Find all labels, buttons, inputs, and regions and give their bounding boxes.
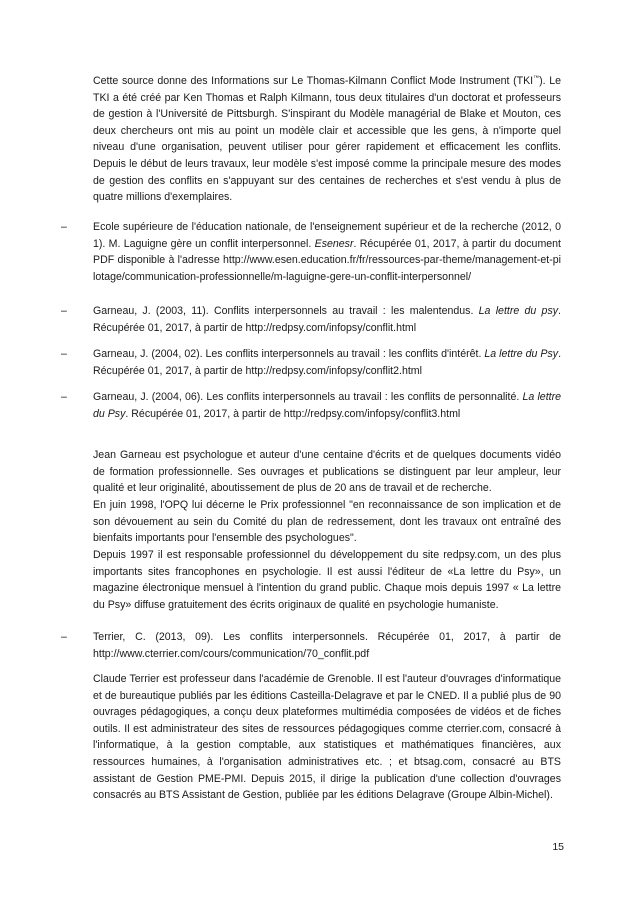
reference-source-title: La lettre du Psy [484,348,559,360]
reference-garneau-2004-02 [93,346,561,379]
reference-text: Garneau, J. (2004, 02). Les conflits interpersonnels au travail : les conflits d'intérêt. [93,348,485,360]
bullet-marker: – [61,391,67,403]
reference-retrieval: . Récupérée 01, 2017, à partir de http://redpsy.com/infopsy/conflit2.html [93,348,562,377]
reference-retrieval: . Récupérée 01, 2017, à partir de http://redpsy.com/infopsy/conflit3.html [125,407,461,420]
reference-source-title: La lettre du psy [478,305,559,317]
garneau-bio-paragraph-3: Depuis 1997 il est responsable professionnel du développement du site redpsy.com, un des plus importants sites francophones en psychologie. Il est aussi l'éditeur de «La lettre du Psy», un magazine électronique mensuel à l'intention du grand public. Chaque mois depuis 1997 « La lettre du Psy» diffuse gratuitement des écrits originaux de qualité en psychologie humaniste. [93,549,561,611]
reference-text: Terrier, C. (2013, 09). Les conflits interpersonnels. Récupérée 01, 2017, à partir de http://www.cterrier.com/cours/communication/70_conflit.pdf [93,631,561,660]
reference-text: Garneau, J. (2003, 11). Conflits interpersonnels au travail : les malentendus. [93,305,479,317]
reference-source-title: Esenesr [314,237,354,250]
reference-terrier-2013 [93,629,561,662]
reference-retrieval: . Récupérée 01, 2017, à partir du document PDF disponible à l'adresse http://www.esen.education.fr/fr/ressources-par-theme/management-et-pilotage/communication-professionnelle/m-laguigne-gere-un-conflit-interpersonnel/ [93,237,561,283]
reference-text: Ecole supérieure de l'éducation nationale, de l'enseignement supérieur et de la recherche (2012, 01). M. Laguigne gère un conflit interpersonnel. [93,221,561,250]
terrier-bio-paragraph: Claude Terrier est professeur dans l'académie de Grenoble. Il est l'auteur d'ouvrages d'informatique et de bureautique publiés par les éditions Casteilla-Delagrave et par le CNED. Il a publié plus de 90 ouvrages pédagogiques, a conçu deux plateformes multimédia composées de vidéos et de fiches outils. Il est administrateur des sites de ressources pédagogiques comme cterrier.com, consacré à l'informatique, à la gestion comptable, aux statistiques et mathématiques financières, aux ressources humaines, à l'organisation administratives etc. ; et btsag.com, consacré au BTS assistant de Gestion PME-PMI. Depuis 2015, il dirige la publication d'une collection d'ouvrages consacrés au BTS Assistant de Gestion, publiée par les éditions Delagrave (Groupe Albin-Michel). [93,673,561,802]
reference-retrieval: . Récupérée 01, 2017, à partir de http://redpsy.com/infopsy/conflit.html [93,305,561,334]
tki-paragraph [93,73,561,206]
garneau-bio-paragraph-2: En juin 1998, l'OPQ lui décerne le Prix professionnel "en reconnaissance de son implication et de son dévouement au sein du Comité du plan de redressement, dont les travaux ont entraîné des bienfaits importants pour l'ensemble des psychologues". [93,499,561,545]
reference-esenesr [93,219,561,285]
reference-source-title: La lettre du Psy [93,391,562,420]
reference-text: Garneau, J. (2004, 06). Les conflits interpersonnels au travail : les conflits de personnalité. [93,391,523,403]
bullet-marker: – [61,305,67,317]
bullet-marker: – [61,631,67,643]
garneau-bio-paragraph-1: Jean Garneau est psychologue et auteur d'une centaine d'écrits et de quelques documents vidéo de formation professionnelle. Ses ouvrages et publications se distinguent par leur ampleur, leur qualité et leur originalité, aboutissement de plus de 20 ans de travail et de recherche. [93,449,561,495]
tki-paragraph-text: Cette source donne des Informations sur Le Thomas-Kilmann Conflict Mode Instrument (TKI [93,75,534,87]
trademark-superscript: ™ [533,75,540,82]
bullet-marker: – [61,348,67,360]
reference-garneau-2004-06 [93,389,561,422]
tki-paragraph-text-continued: ). Le TKI a été créé par Ken Thomas et Ralph Kilmann, tous deux titulaires d'un doctorat et professeurs de gestion à l'Université de Pittsburgh. S'inspirant du Modèle managérial de Blake et Mouton, ces deux chercheurs ont mis au point un modèle clair et accessible que les gens, à n'importe quel niveau d'une organisation, peuvent utiliser pour gérer rapidement et efficacement les conflits. Depuis le début de leurs travaux, leur modèle s'est imposé comme la principale mesure des modes de gestion des conflits en s'appuyant sur des centaines de recherches et s'est vendu à plus de quatre millions d'exemplaires. [93,75,561,204]
page-number: 15 [552,841,564,853]
reference-garneau-2003 [93,303,561,336]
bullet-marker: – [61,221,67,233]
